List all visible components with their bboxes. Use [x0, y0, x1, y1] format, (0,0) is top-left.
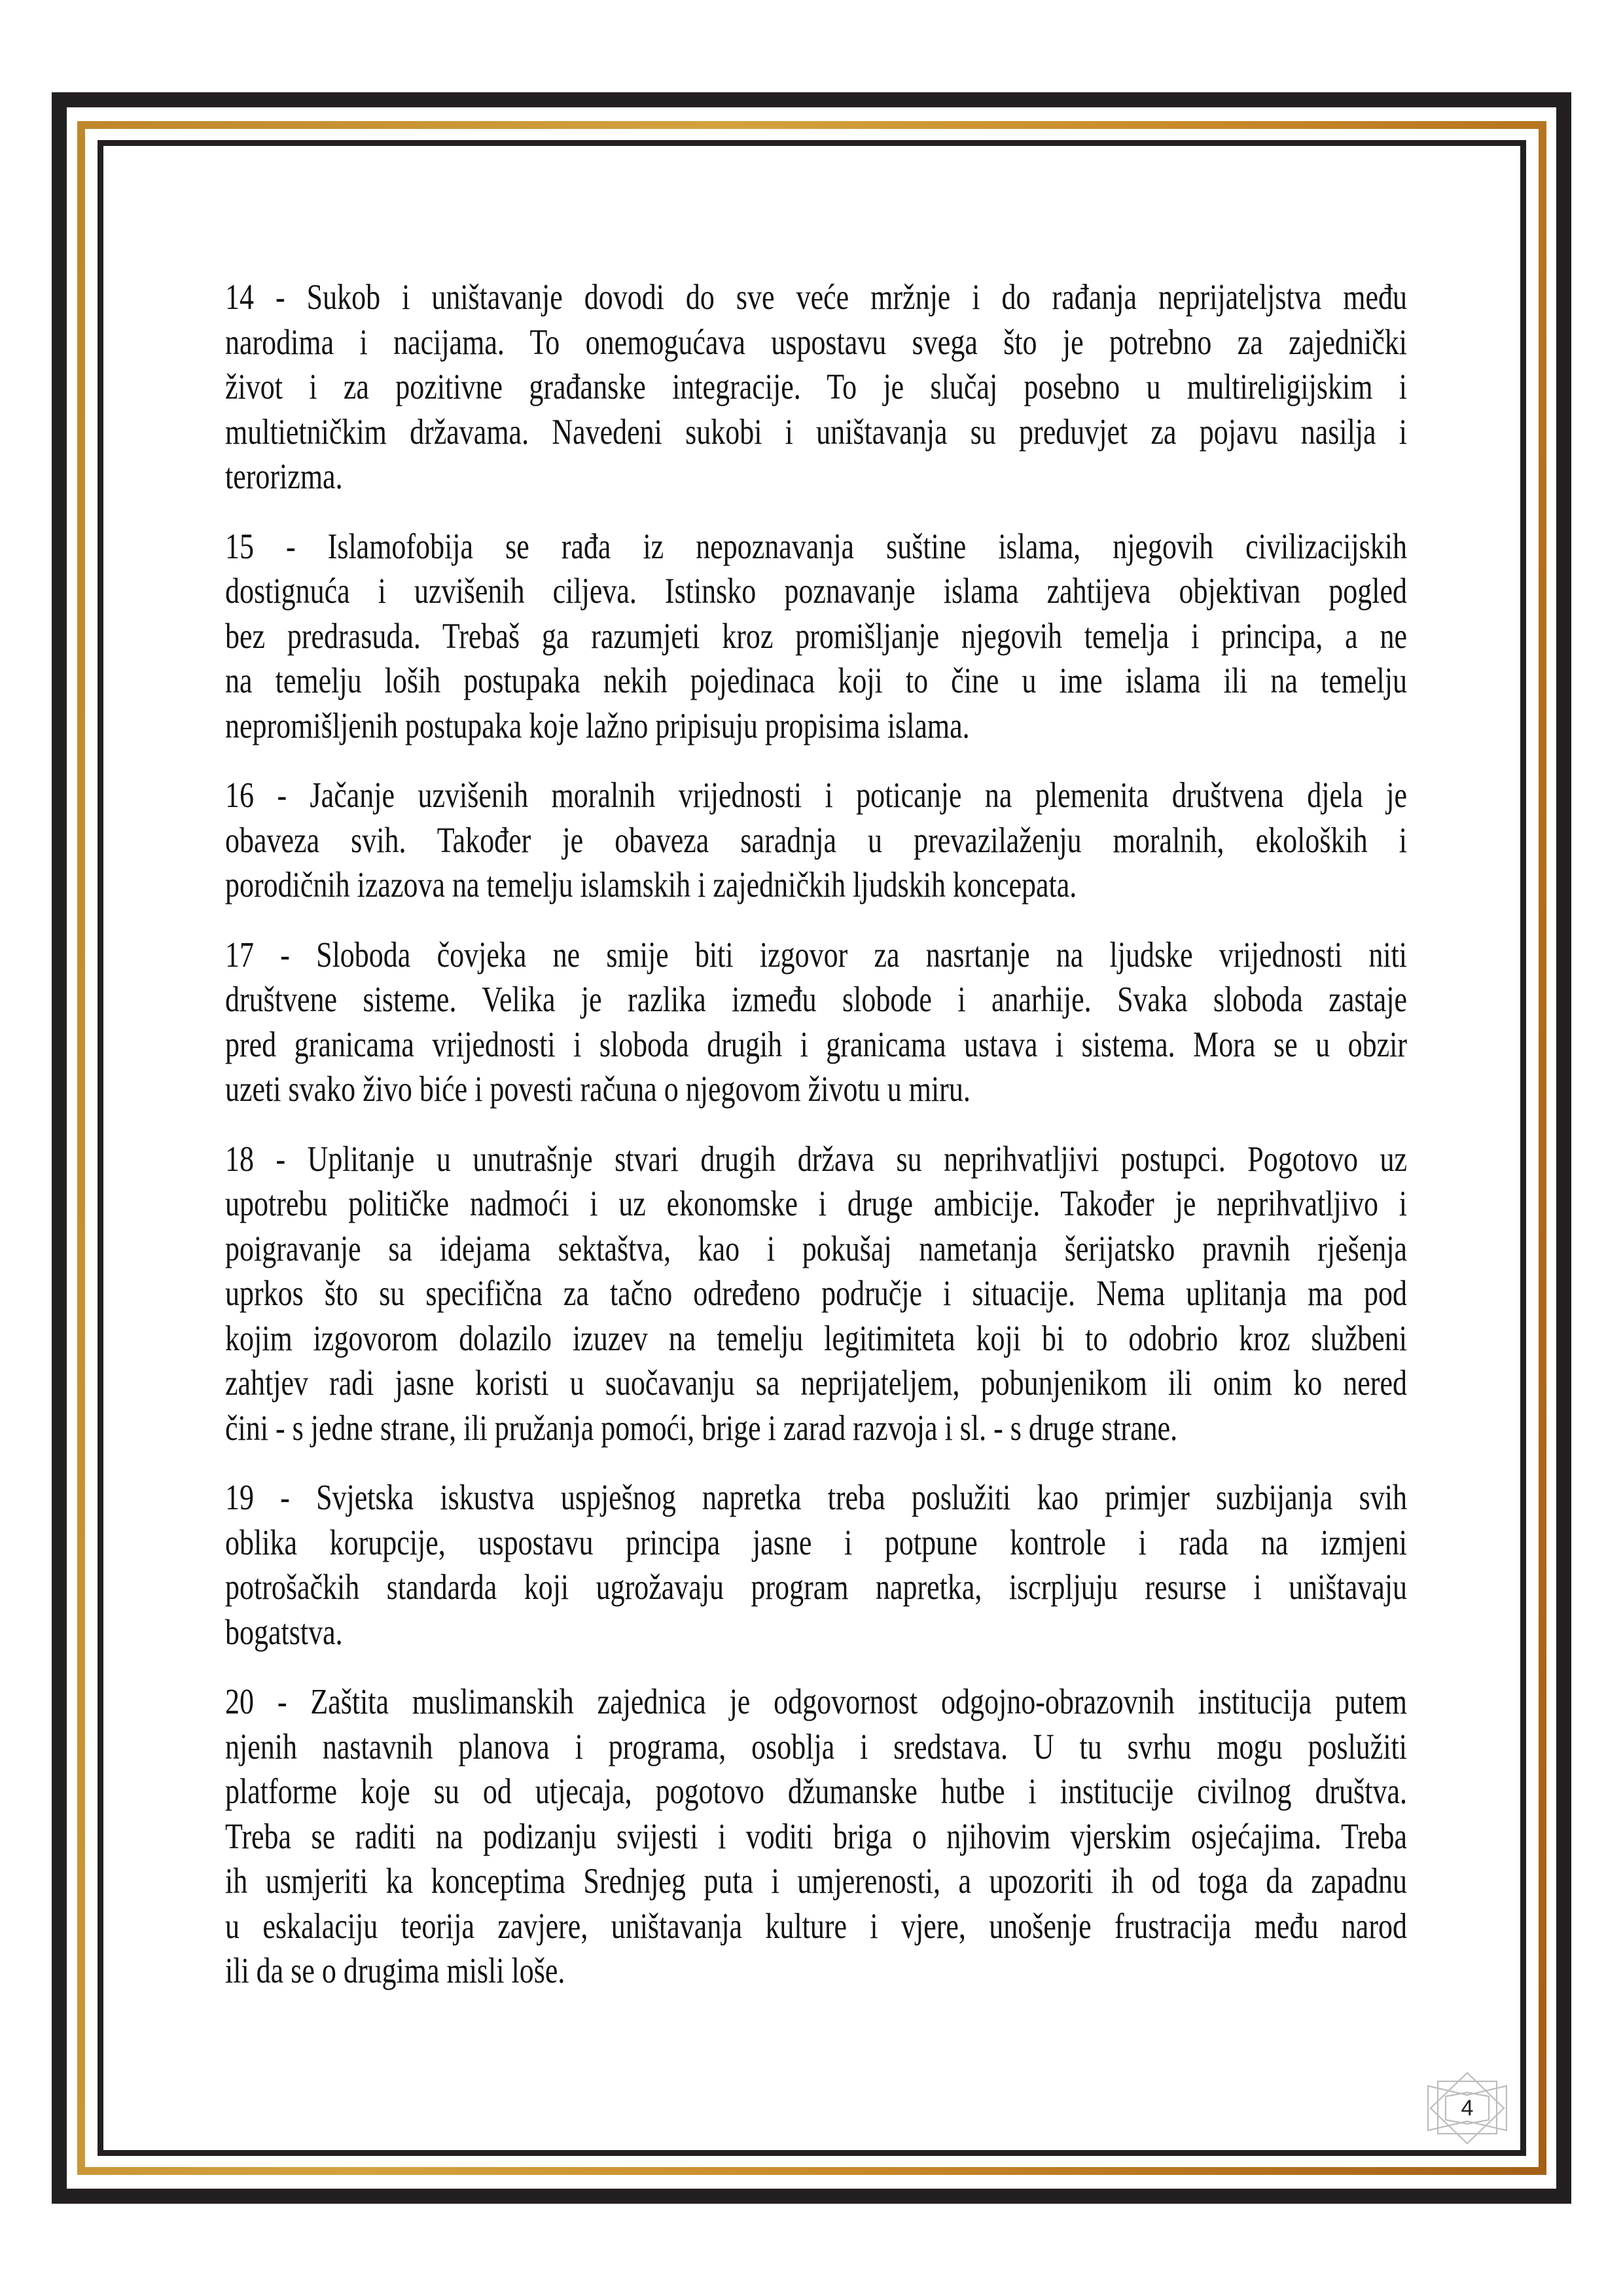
- paragraph-14: [225, 275, 1407, 499]
- text-line-content: 19 - Svjetska iskustva uspješnog napretka treba poslužiti kao primjer suzbijanja svih: [225, 1477, 1407, 1517]
- text-line-content: 20 - Zaštita muslimanskih zajednica je odgovornost odgojno-obrazovnih institucija putem: [225, 1681, 1407, 1721]
- text-line: [225, 1181, 1407, 1227]
- text-line: [225, 614, 1407, 659]
- text-line-content: 16 - Jačanje uzvišenih moralnih vrijednosti i poticanje na plemenita društvena djela je: [225, 775, 1407, 815]
- paragraph-16: [225, 773, 1407, 908]
- text-line-content: narodima i nacijama. To onemogućava uspostavu svega što je potrebno za zajednički: [225, 321, 1407, 362]
- text-line: [225, 1316, 1407, 1361]
- text-line: [225, 1948, 1407, 1994]
- text-line: [225, 1137, 1407, 1182]
- text-line-content: obaveza svih. Također je obaveza saradnja u prevazilaženju moralnih, ekoloških i: [225, 819, 1407, 860]
- text-line: [225, 1565, 1407, 1610]
- text-line-content: potrošačkih standarda koji ugrožavaju program napretka, iscrpljuju resurse i uništavaju: [225, 1567, 1407, 1607]
- text-line-content: poigravanje sa idejama sektaštva, kao i pokušaj nametanja šerijatsko pravnih rješenja: [225, 1228, 1407, 1268]
- text-line: [225, 1022, 1407, 1067]
- paragraph-19: [225, 1475, 1407, 1655]
- text-line-content: terorizma.: [225, 456, 343, 496]
- text-line-content: zahtjev radi jasne koristi u suočavanju sa neprijateljem, pobunjenikom ili onim ko nered: [225, 1363, 1407, 1403]
- text-line: [225, 977, 1407, 1022]
- text-line-content: pred granicama vrijednosti i sloboda drugih i granicama ustava i sistema. Mora se u obzir: [225, 1024, 1407, 1064]
- text-line: [225, 1067, 1407, 1112]
- text-line: [225, 1859, 1407, 1904]
- document-body: [225, 275, 1407, 2018]
- text-line: [225, 1520, 1407, 1566]
- text-line-content: bogatstva.: [225, 1611, 343, 1652]
- text-line-content: 18 - Uplitanje u unutrašnje stvari drugih država su neprihvatljivi postupci. Pogotovo uz: [225, 1138, 1407, 1179]
- text-line-content: multietničkim državama. Navedeni sukobi i uništavanja su preduvjet za pojavu nasilja i: [225, 411, 1407, 452]
- text-line-content: kojim izgovorom dolazilo izuzev na temelju legitimiteta koji bi to odobrio kroz službeni: [225, 1318, 1407, 1358]
- paragraph-20: [225, 1679, 1407, 1994]
- text-line: [225, 658, 1407, 704]
- text-line: [225, 1361, 1407, 1406]
- text-line: [225, 454, 1407, 499]
- text-line: [225, 1769, 1407, 1814]
- text-line: [225, 1679, 1407, 1725]
- text-line-content: porodičnih izazova na temelju islamskih i zajedničkih ljudskih koncepata.: [225, 865, 1077, 905]
- text-line-content: njenih nastavnih planova i programa, osoblja i sredstava. U tu svrhu mogu poslužiti: [225, 1726, 1407, 1767]
- text-line-content: čini - s jedne strane, ili pružanja pomoći, brige i zarad razvoja i sl. - s druge strane.: [225, 1407, 1178, 1448]
- text-line: [225, 1271, 1407, 1316]
- text-line-content: dostignuća i uzvišenih ciljeva. Istinsko poznavanje islama zahtijeva objektivan pogled: [225, 571, 1407, 611]
- text-line: [225, 1475, 1407, 1520]
- text-line: [225, 365, 1407, 410]
- text-line-content: ili da se o drugima misli loše.: [225, 1950, 565, 1990]
- text-line: [225, 410, 1407, 455]
- text-line: [225, 704, 1407, 749]
- text-line-content: oblika korupcije, uspostavu principa jasne i potpune kontrole i rada na izmjeni: [225, 1522, 1407, 1562]
- text-line-content: ih usmjeriti ka konceptima Srednjeg puta i umjerenosti, a upozoriti ih od toga da zapadnu: [225, 1861, 1407, 1901]
- text-line-content: uprkos što su specifična za tačno određeno područje i situacije. Nema uplitanja ma pod: [225, 1273, 1407, 1313]
- text-line: [225, 773, 1407, 818]
- text-line-content: nepromišljenih postupaka koje lažno pripisuju propisima islama.: [225, 705, 970, 745]
- text-line-content: u eskalaciju teorija zavjere, uništavanja kulture i vjere, unošenje frustracija među narod: [225, 1905, 1407, 1946]
- text-line: [225, 1610, 1407, 1655]
- text-line-content: život i za pozitivne građanske integracije. To je slučaj posebno u multireligijskim i: [225, 367, 1407, 406]
- text-line: [225, 1725, 1407, 1770]
- text-line-content: 15 - Islamofobija se rađa iz nepoznavanja suštine islama, njegovih civilizacijskih: [225, 526, 1407, 566]
- text-line-content: upotrebu političke nadmoći i uz ekonomske i druge ambicije. Također je neprihvatljivo i: [225, 1183, 1407, 1223]
- page-number: 4: [1461, 2096, 1474, 2121]
- text-line-content: 17 - Sloboda čovjeka ne smije biti izgovor za nasrtanje na ljudske vrijednosti niti: [225, 934, 1407, 975]
- text-line: [225, 1904, 1407, 1949]
- text-line: [225, 863, 1407, 908]
- text-line: [225, 569, 1407, 614]
- text-line: [225, 818, 1407, 863]
- text-line: [225, 275, 1407, 320]
- text-line-content: bez predrasuda. Trebaš ga razumjeti kroz promišljanje njegovih temelja i principa, a ne: [225, 615, 1407, 656]
- text-line-content: platforme koje su od utjecaja, pogotovo džumanske hutbe i institucije civilnog društva.: [225, 1771, 1407, 1811]
- page-number-badge: [1427, 2072, 1507, 2145]
- paragraph-15: [225, 524, 1407, 749]
- text-line: [225, 1814, 1407, 1859]
- text-line: [225, 1406, 1407, 1451]
- paragraph-18: [225, 1137, 1407, 1451]
- text-line: [225, 320, 1407, 365]
- text-line-content: na temelju loših postupaka nekih pojedinaca koji to čine u ime islama ili na temelju: [225, 660, 1407, 700]
- text-line: [225, 524, 1407, 569]
- text-line: [225, 1227, 1407, 1272]
- paragraph-17: [225, 933, 1407, 1112]
- text-line-content: 14 - Sukob i uništavanje dovodi do sve veće mržnje i do rađanja neprijateljstva među: [225, 277, 1407, 317]
- text-line-content: društvene sisteme. Velika je razlika između slobode i anarhije. Svaka sloboda zastaje: [225, 979, 1407, 1019]
- text-line: [225, 933, 1407, 978]
- text-line-content: uzeti svako živo biće i povesti računa o njegovom životu u miru.: [225, 1069, 971, 1109]
- text-line-content: Treba se raditi na podizanju svijesti i voditi briga o njihovim vjerskim osjećajima. Treba: [225, 1816, 1407, 1856]
